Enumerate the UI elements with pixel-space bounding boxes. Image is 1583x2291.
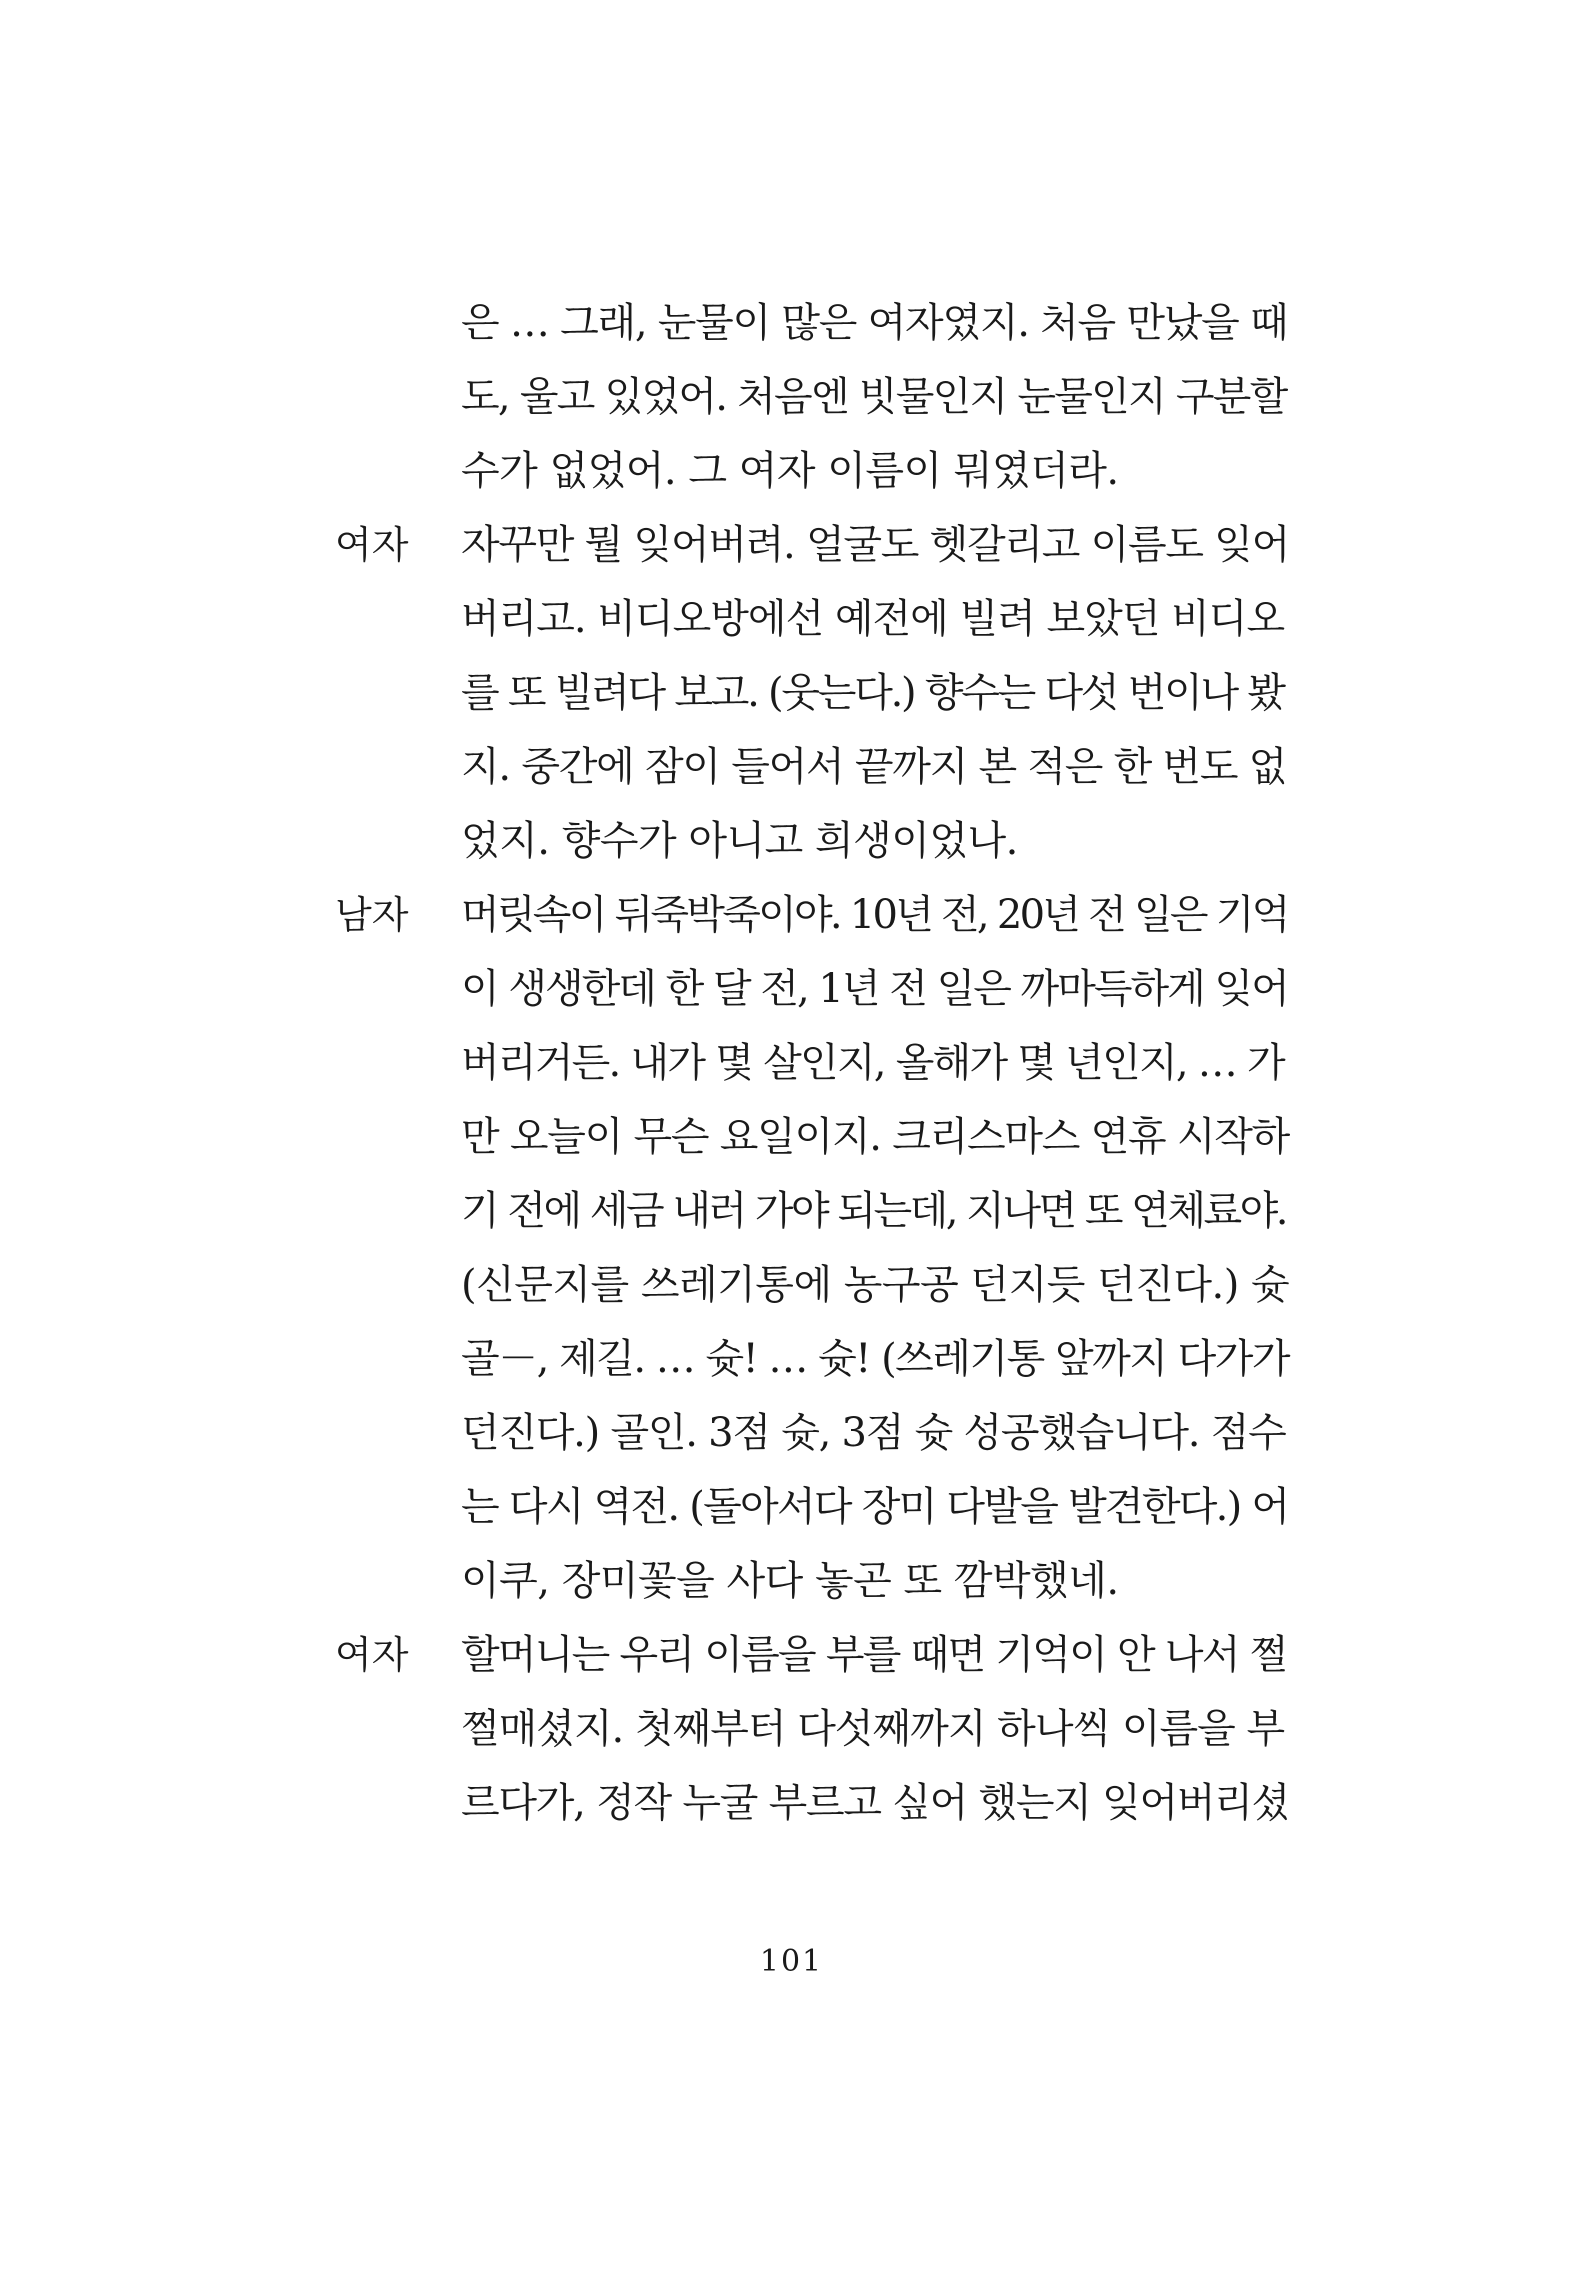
dialogue-line: 기 전에 세금 내러 가야 되는데, 지나면 또 연체료야. (461, 1188, 1286, 1234)
dialogue-line: 골－, 제길. … 슛! … 슛! (쓰레기통 앞까지 다가가 (461, 1336, 1290, 1382)
script-text-block (335, 286, 1290, 1840)
speaker-label: 여자 (335, 1633, 409, 1677)
speaker-label: 여자 (335, 523, 409, 567)
page-number: 101 (759, 1944, 824, 1979)
dialogue-line: 할머니는 우리 이름을 부를 때면 기억이 안 나서 쩔 (461, 1632, 1287, 1678)
dialogue-line: 쩔매셨지. 첫째부터 다섯째까지 하나씩 이름을 부 (461, 1706, 1285, 1752)
dialogue-line: 만 오늘이 무슨 요일이지. 크리스마스 연휴 시작하 (461, 1114, 1290, 1160)
dialogue-line: 버리거든. 내가 몇 살인지, 올해가 몇 년인지, … 가 (461, 1040, 1284, 1086)
dialogue-line: 수가 없었어. 그 여자 이름이 뭐였더라. (461, 448, 1119, 494)
dialogue-line: 는 다시 역전. (돌아서다 장미 다발을 발견한다.) 어 (461, 1484, 1289, 1530)
dialogue-line: 지. 중간에 잠이 들어서 끝까지 본 적은 한 번도 없 (461, 744, 1287, 790)
dialogue-line: 를 또 빌려다 보고. (웃는다.) 향수는 다섯 번이나 봤 (461, 670, 1284, 716)
dialogue-line: 도, 울고 있었어. 처음엔 빗물인지 눈물인지 구분할 (461, 374, 1287, 420)
dialogue-line: 버리고. 비디오방에선 예전에 빌려 보았던 비디오 (461, 596, 1285, 642)
dialogue-entry-woman (335, 1618, 1290, 1840)
dialogue-line: (신문지를 쓰레기통에 농구공 던지듯 던진다.) 슛 (461, 1262, 1290, 1308)
dialogue-entry-woman (335, 508, 1290, 878)
dialogue-line: 던진다.) 골인. 3점 슛, 3점 슛 성공했습니다. 점수 (461, 1410, 1286, 1456)
dialogue-line: 자꾸만 뭘 잊어버려. 얼굴도 헷갈리고 이름도 잊어 (461, 522, 1290, 568)
dialogue-line: 머릿속이 뒤죽박죽이야. 10년 전, 20년 전 일은 기억 (461, 892, 1288, 938)
dialogue-line: 르다가, 정작 누굴 부르고 싶어 했는지 잊어버리셨 (461, 1780, 1290, 1826)
dialogue-line: 이 생생한데 한 달 전, 1년 전 일은 까마득하게 잊어 (461, 966, 1288, 1012)
dialogue-entry-man (335, 878, 1290, 1618)
dialogue-line: 었지. 향수가 아니고 희생이었나. (461, 818, 1018, 864)
dialogue-line: 이쿠, 장미꽃을 사다 놓곤 또 깜박했네. (461, 1558, 1119, 1604)
speaker-label: 남자 (335, 893, 409, 937)
dialogue-line: 은 … 그래, 눈물이 많은 여자였지. 처음 만났을 때 (461, 300, 1288, 346)
dialogue-entry-continuation (335, 286, 1290, 508)
